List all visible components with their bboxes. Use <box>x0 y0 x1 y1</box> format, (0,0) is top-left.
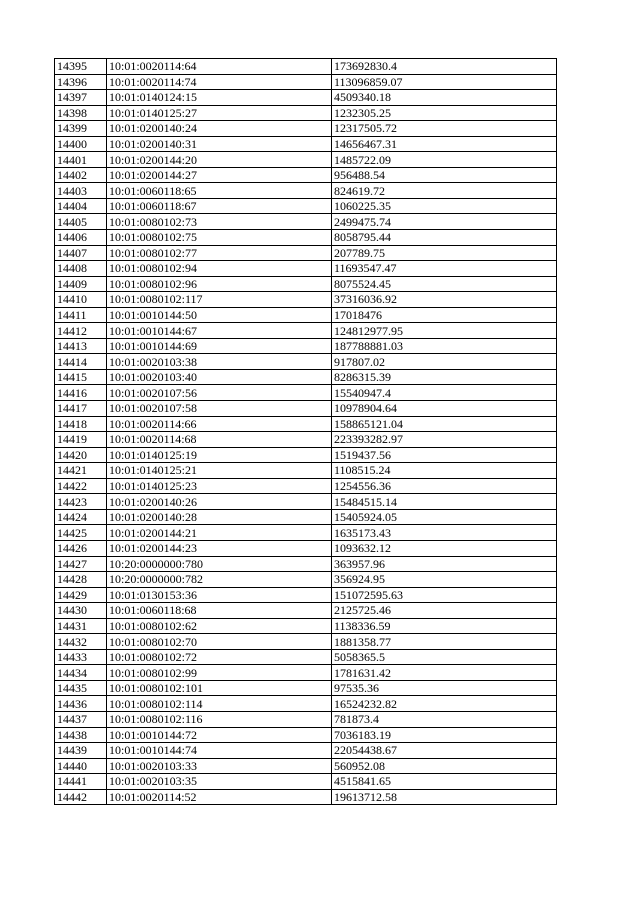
cell-row-number: 14417 <box>55 401 107 417</box>
cell-cadastral-number: 10:01:0010144:50 <box>107 307 332 323</box>
table-row <box>55 338 557 354</box>
cell-value: 1635173.43 <box>332 525 557 541</box>
cell-cadastral-number: 10:01:0020103:33 <box>107 758 332 774</box>
cell-row-number: 14426 <box>55 540 107 556</box>
cell-value: 781873.4 <box>332 711 557 727</box>
table-row <box>55 463 557 479</box>
cell-cadastral-number: 10:01:0060118:65 <box>107 183 332 199</box>
cell-value: 4509340.18 <box>332 90 557 106</box>
cell-cadastral-number: 10:01:0200144:21 <box>107 525 332 541</box>
cell-row-number: 14403 <box>55 183 107 199</box>
cell-value: 124812977.95 <box>332 323 557 339</box>
cell-cadastral-number: 10:01:0020107:58 <box>107 401 332 417</box>
cell-value: 19613712.58 <box>332 789 557 805</box>
cell-cadastral-number: 10:01:0200144:27 <box>107 167 332 183</box>
cell-cadastral-number: 10:01:0140125:27 <box>107 105 332 121</box>
cell-row-number: 14407 <box>55 245 107 261</box>
cell-row-number: 14427 <box>55 556 107 572</box>
table-body <box>55 59 557 805</box>
cell-value: 2125725.46 <box>332 603 557 619</box>
table-row <box>55 727 557 743</box>
cell-value: 956488.54 <box>332 167 557 183</box>
cell-cadastral-number: 10:01:0020114:68 <box>107 432 332 448</box>
cell-value: 8075524.45 <box>332 276 557 292</box>
cell-cadastral-number: 10:01:0020114:52 <box>107 789 332 805</box>
cell-row-number: 14406 <box>55 230 107 246</box>
cell-cadastral-number: 10:01:0140125:21 <box>107 463 332 479</box>
cell-cadastral-number: 10:01:0080102:94 <box>107 261 332 277</box>
cell-cadastral-number: 10:01:0200140:26 <box>107 494 332 510</box>
cell-cadastral-number: 10:20:0000000:780 <box>107 556 332 572</box>
cell-value: 4515841.65 <box>332 774 557 790</box>
table-row <box>55 354 557 370</box>
cell-value: 12317505.72 <box>332 121 557 137</box>
cell-value: 7036183.19 <box>332 727 557 743</box>
cell-row-number: 14414 <box>55 354 107 370</box>
cell-cadastral-number: 10:01:0080102:114 <box>107 696 332 712</box>
table-row <box>55 680 557 696</box>
table-row <box>55 556 557 572</box>
table-row <box>55 416 557 432</box>
cell-value: 14656467.31 <box>332 136 557 152</box>
cell-value: 207789.75 <box>332 245 557 261</box>
cell-row-number: 14404 <box>55 198 107 214</box>
cell-row-number: 14402 <box>55 167 107 183</box>
cell-cadastral-number: 10:01:0060118:67 <box>107 198 332 214</box>
cell-value: 1254556.36 <box>332 478 557 494</box>
cell-row-number: 14423 <box>55 494 107 510</box>
cell-row-number: 14442 <box>55 789 107 805</box>
cell-cadastral-number: 10:01:0080102:99 <box>107 665 332 681</box>
cell-row-number: 14395 <box>55 59 107 75</box>
cell-value: 15405924.05 <box>332 509 557 525</box>
cell-row-number: 14439 <box>55 743 107 759</box>
table-row <box>55 603 557 619</box>
cell-value: 1060225.35 <box>332 198 557 214</box>
cell-row-number: 14425 <box>55 525 107 541</box>
table-row <box>55 743 557 759</box>
table-row <box>55 198 557 214</box>
cell-row-number: 14431 <box>55 618 107 634</box>
cell-value: 356924.95 <box>332 572 557 588</box>
table-row <box>55 540 557 556</box>
table-row <box>55 74 557 90</box>
table-row <box>55 59 557 75</box>
cell-row-number: 14436 <box>55 696 107 712</box>
cell-cadastral-number: 10:01:0020103:35 <box>107 774 332 790</box>
table-row <box>55 634 557 650</box>
cell-row-number: 14397 <box>55 90 107 106</box>
cell-row-number: 14421 <box>55 463 107 479</box>
cell-value: 824619.72 <box>332 183 557 199</box>
table-row <box>55 230 557 246</box>
cell-row-number: 14415 <box>55 369 107 385</box>
cell-row-number: 14440 <box>55 758 107 774</box>
cell-cadastral-number: 10:01:0080102:75 <box>107 230 332 246</box>
cell-row-number: 14434 <box>55 665 107 681</box>
table-row <box>55 121 557 137</box>
cell-value: 151072595.63 <box>332 587 557 603</box>
cell-cadastral-number: 10:01:0010144:67 <box>107 323 332 339</box>
table-row <box>55 447 557 463</box>
cell-value: 1485722.09 <box>332 152 557 168</box>
table-row <box>55 323 557 339</box>
cell-cadastral-number: 10:01:0140125:19 <box>107 447 332 463</box>
cell-cadastral-number: 10:01:0020103:40 <box>107 369 332 385</box>
table-row <box>55 152 557 168</box>
table-row <box>55 245 557 261</box>
cell-value: 1138336.59 <box>332 618 557 634</box>
cell-row-number: 14398 <box>55 105 107 121</box>
table-row <box>55 509 557 525</box>
cell-row-number: 14409 <box>55 276 107 292</box>
cell-row-number: 14405 <box>55 214 107 230</box>
cell-row-number: 14430 <box>55 603 107 619</box>
cell-value: 10978904.64 <box>332 401 557 417</box>
cell-row-number: 14412 <box>55 323 107 339</box>
cell-cadastral-number: 10:01:0020107:56 <box>107 385 332 401</box>
table-row <box>55 432 557 448</box>
cell-cadastral-number: 10:01:0080102:117 <box>107 292 332 308</box>
table-row <box>55 494 557 510</box>
cell-value: 16524232.82 <box>332 696 557 712</box>
cell-row-number: 14441 <box>55 774 107 790</box>
cell-value: 8058795.44 <box>332 230 557 246</box>
cell-cadastral-number: 10:01:0080102:70 <box>107 634 332 650</box>
cell-cadastral-number: 10:01:0200144:20 <box>107 152 332 168</box>
cell-row-number: 14399 <box>55 121 107 137</box>
cell-row-number: 14418 <box>55 416 107 432</box>
cell-value: 158865121.04 <box>332 416 557 432</box>
cell-cadastral-number: 10:01:0010144:72 <box>107 727 332 743</box>
cell-row-number: 14410 <box>55 292 107 308</box>
cell-row-number: 14429 <box>55 587 107 603</box>
cell-cadastral-number: 10:01:0080102:72 <box>107 649 332 665</box>
table-row <box>55 183 557 199</box>
cell-row-number: 14437 <box>55 711 107 727</box>
cell-value: 15540947.4 <box>332 385 557 401</box>
cell-value: 15484515.14 <box>332 494 557 510</box>
cell-value: 560952.08 <box>332 758 557 774</box>
cell-cadastral-number: 10:01:0080102:116 <box>107 711 332 727</box>
cell-row-number: 14413 <box>55 338 107 354</box>
cell-cadastral-number: 10:01:0140124:15 <box>107 90 332 106</box>
cell-row-number: 14411 <box>55 307 107 323</box>
cell-cadastral-number: 10:01:0200140:31 <box>107 136 332 152</box>
cell-row-number: 14396 <box>55 74 107 90</box>
table-row <box>55 758 557 774</box>
cell-cadastral-number: 10:01:0080102:101 <box>107 680 332 696</box>
cell-value: 1519437.56 <box>332 447 557 463</box>
table-row <box>55 307 557 323</box>
cell-cadastral-number: 10:01:0080102:62 <box>107 618 332 634</box>
cell-cadastral-number: 10:01:0080102:73 <box>107 214 332 230</box>
cell-value: 8286315.39 <box>332 369 557 385</box>
cell-value: 1781631.42 <box>332 665 557 681</box>
table-row <box>55 261 557 277</box>
table-row <box>55 167 557 183</box>
cell-cadastral-number: 10:01:0010144:74 <box>107 743 332 759</box>
table-row <box>55 789 557 805</box>
cell-row-number: 14419 <box>55 432 107 448</box>
table-row <box>55 385 557 401</box>
table-row <box>55 276 557 292</box>
cell-cadastral-number: 10:01:0200144:23 <box>107 540 332 556</box>
cell-value: 1093632.12 <box>332 540 557 556</box>
cell-cadastral-number: 10:01:0080102:96 <box>107 276 332 292</box>
cell-value: 223393282.97 <box>332 432 557 448</box>
cell-cadastral-number: 10:01:0130153:36 <box>107 587 332 603</box>
cell-cadastral-number: 10:01:0060118:68 <box>107 603 332 619</box>
cell-row-number: 14438 <box>55 727 107 743</box>
table-row <box>55 572 557 588</box>
cell-cadastral-number: 10:01:0020114:66 <box>107 416 332 432</box>
cell-value: 173692830.4 <box>332 59 557 75</box>
cell-value: 22054438.67 <box>332 743 557 759</box>
table-row <box>55 696 557 712</box>
table-row <box>55 587 557 603</box>
table-row <box>55 136 557 152</box>
cell-value: 1108515.24 <box>332 463 557 479</box>
cell-value: 187788881.03 <box>332 338 557 354</box>
table-row <box>55 525 557 541</box>
cell-row-number: 14401 <box>55 152 107 168</box>
cell-cadastral-number: 10:01:0200140:28 <box>107 509 332 525</box>
cell-value: 113096859.07 <box>332 74 557 90</box>
table-row <box>55 105 557 121</box>
table-row <box>55 369 557 385</box>
data-table <box>54 58 557 805</box>
table-row <box>55 774 557 790</box>
cell-row-number: 14435 <box>55 680 107 696</box>
cell-cadastral-number: 10:01:0020103:38 <box>107 354 332 370</box>
table-row <box>55 711 557 727</box>
cell-cadastral-number: 10:20:0000000:782 <box>107 572 332 588</box>
table-row <box>55 401 557 417</box>
cell-row-number: 14400 <box>55 136 107 152</box>
cell-value: 5058365.5 <box>332 649 557 665</box>
cell-value: 363957.96 <box>332 556 557 572</box>
cell-value: 11693547.47 <box>332 261 557 277</box>
cell-value: 37316036.92 <box>332 292 557 308</box>
cell-value: 1232305.25 <box>332 105 557 121</box>
cell-cadastral-number: 10:01:0080102:77 <box>107 245 332 261</box>
cell-row-number: 14416 <box>55 385 107 401</box>
cell-row-number: 14408 <box>55 261 107 277</box>
table-row <box>55 478 557 494</box>
cell-row-number: 14433 <box>55 649 107 665</box>
table-row <box>55 665 557 681</box>
cell-row-number: 14422 <box>55 478 107 494</box>
cell-value: 1881358.77 <box>332 634 557 650</box>
cell-cadastral-number: 10:01:0140125:23 <box>107 478 332 494</box>
cell-value: 17018476 <box>332 307 557 323</box>
cell-cadastral-number: 10:01:0020114:74 <box>107 74 332 90</box>
cell-value: 97535.36 <box>332 680 557 696</box>
cell-cadastral-number: 10:01:0010144:69 <box>107 338 332 354</box>
cell-row-number: 14420 <box>55 447 107 463</box>
cell-row-number: 14432 <box>55 634 107 650</box>
cell-row-number: 14424 <box>55 509 107 525</box>
table-row <box>55 618 557 634</box>
cell-cadastral-number: 10:01:0020114:64 <box>107 59 332 75</box>
table-row <box>55 214 557 230</box>
table-row <box>55 90 557 106</box>
table-row <box>55 292 557 308</box>
cell-row-number: 14428 <box>55 572 107 588</box>
cell-cadastral-number: 10:01:0200140:24 <box>107 121 332 137</box>
table-row <box>55 649 557 665</box>
cell-value: 2499475.74 <box>332 214 557 230</box>
cell-value: 917807.02 <box>332 354 557 370</box>
